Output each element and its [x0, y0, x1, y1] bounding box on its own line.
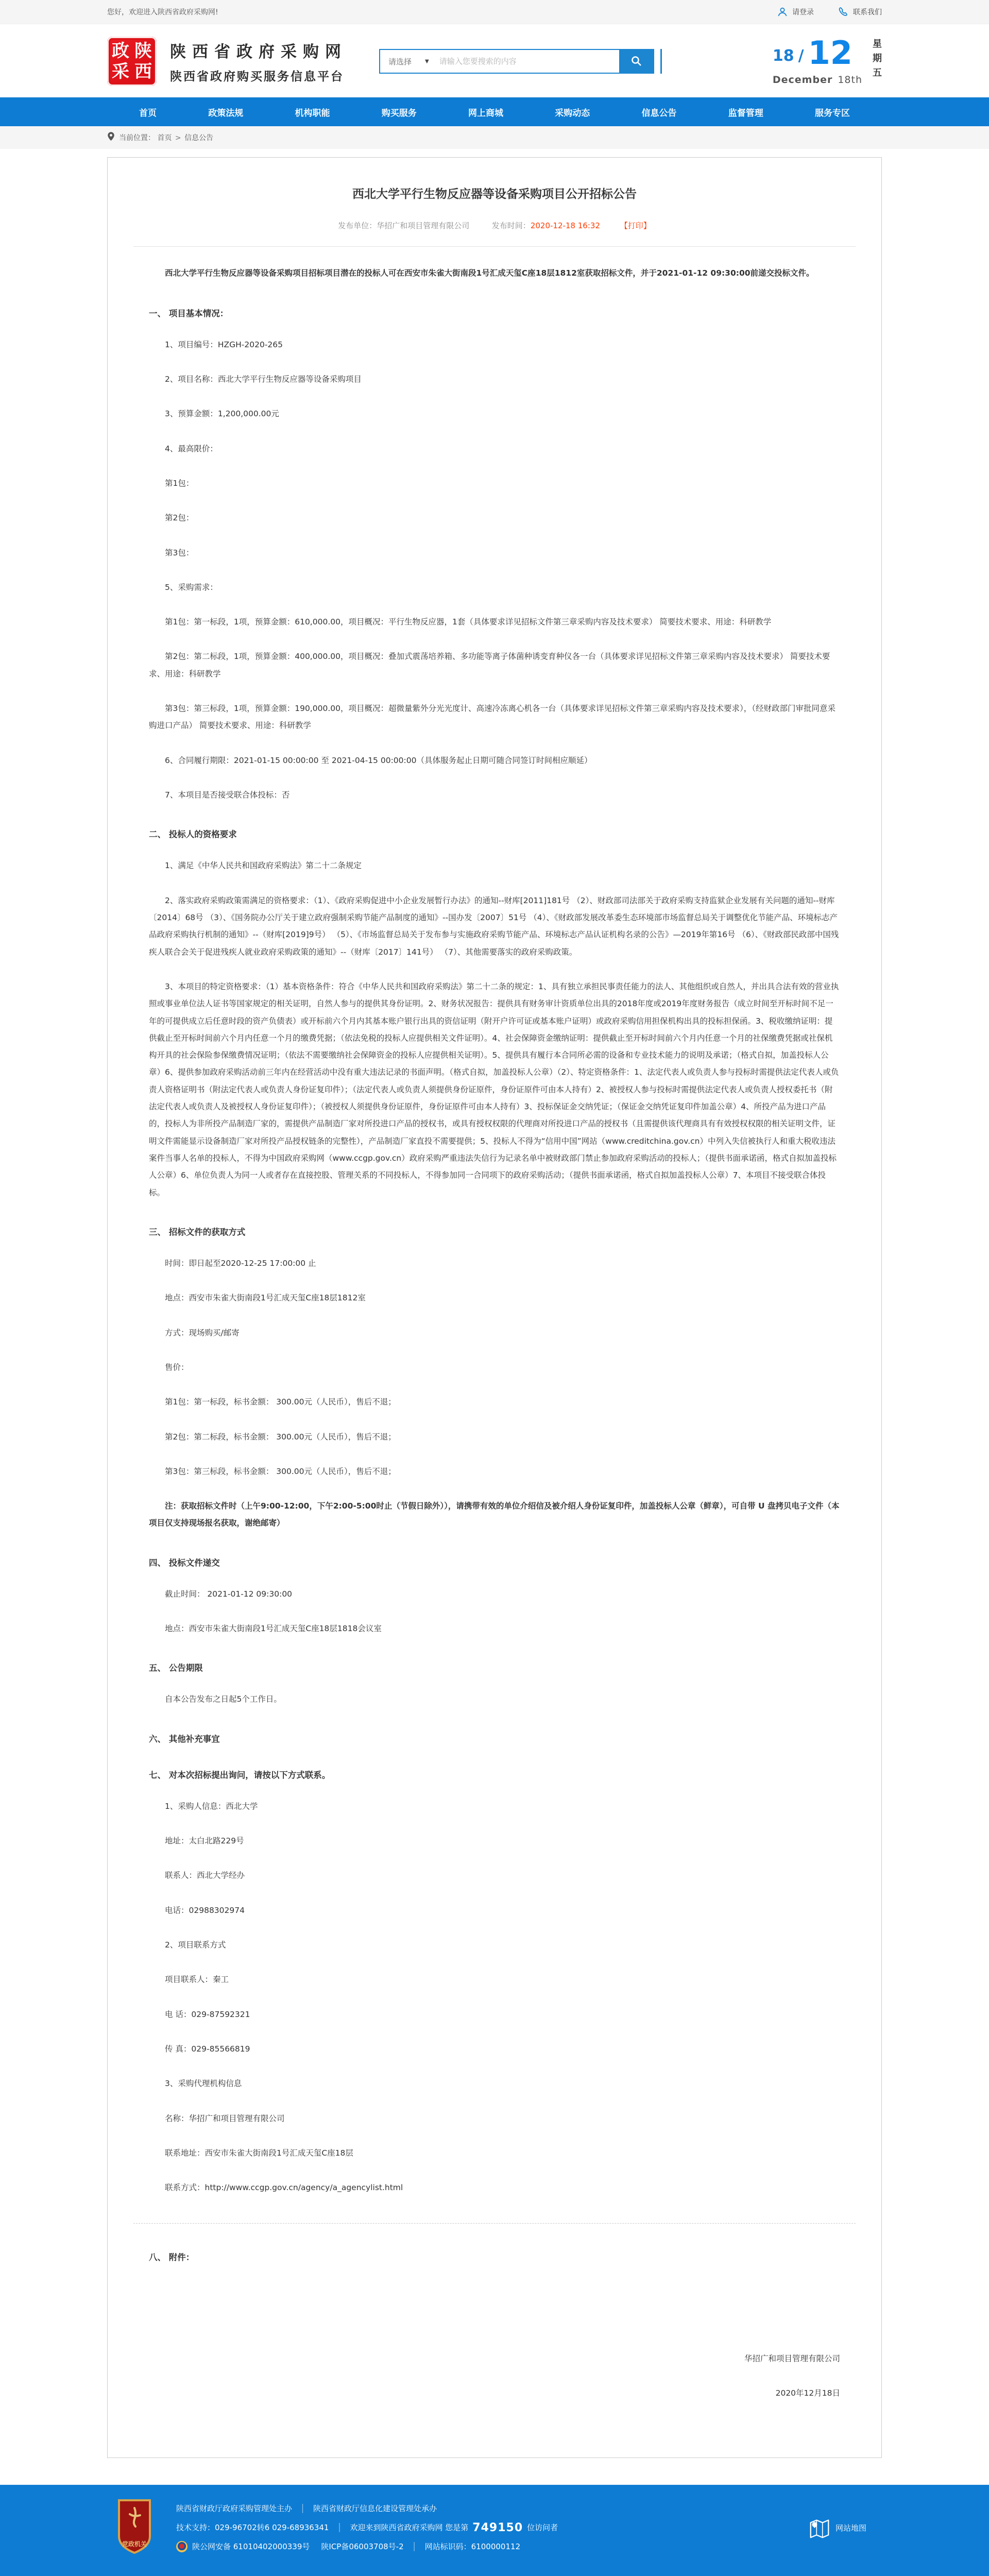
article-paragraph: 3、采购代理机构信息: [165, 2079, 242, 2089]
site-title: 陕西省政府采购网: [170, 43, 347, 61]
publisher-value: 华招广和项目管理有限公司: [377, 221, 470, 230]
site-subtitle: 陕西省政府购买服务信息平台: [170, 70, 344, 83]
search-divider: [660, 49, 662, 74]
article-paragraph: 电 话：029-87592321: [165, 2009, 250, 2019]
article-paragraph: 第1包：第一标段，标书金额： 300.00元（人民币），售后不退；: [165, 1397, 396, 1407]
search-button[interactable]: [619, 50, 653, 73]
breadcrumb-home-link[interactable]: 首页: [157, 134, 172, 142]
publish-time-value: 2020-12-18 16:32: [530, 221, 600, 230]
date-month-en: December: [772, 74, 833, 86]
logo-char: 陕: [134, 41, 152, 61]
article-paragraph: 2、项目联系方式: [165, 1940, 226, 1950]
article-paragraph: 注：获取招标文件时（上午9:00-12:00，下午2:00-5:00时止（节假日除外）），请携带有效的单位介绍信及被介绍人身份证复印件，加盖投标人公章（鲜章），可自带 U 盘拷贝电子文件（本项目仅支持现场报名获取，谢绝邮寄）: [149, 1501, 840, 1528]
footer-org-line: 陕西省财政厅政府采购管理处主办 │ 陕西省财政厅信息化建设管理处承办: [176, 2503, 558, 2515]
print-button[interactable]: 【打印】: [620, 221, 651, 230]
nav-item-购买服务[interactable]: 购买服务: [381, 108, 417, 118]
nav-item-信息公告[interactable]: 信息公告: [641, 108, 677, 118]
nav-item-机构职能[interactable]: 机构职能: [295, 108, 330, 118]
chevron-down-icon: ▼: [425, 58, 429, 64]
police-badge-icon: [176, 2541, 187, 2552]
location-pin-icon: [107, 132, 115, 143]
signature-line: 华招广和项目管理有限公司: [744, 2354, 840, 2364]
meta-divider: [133, 246, 856, 247]
footer-org-1: 陕西省财政厅政府采购管理处主办: [176, 2504, 293, 2514]
article-paragraph: 售价：: [165, 1362, 189, 1372]
section-heading: 六、 其他补充事宜: [149, 1734, 220, 1744]
footer-welcome-suffix: 位访问者: [527, 2522, 558, 2532]
article-paragraph: 第2包：: [165, 513, 194, 523]
search-box: [379, 49, 654, 74]
search-input[interactable]: [434, 50, 619, 73]
footer-org-2: 陕西省财政厅信息化建设管理处承办: [313, 2504, 437, 2514]
sitemap-link[interactable]: [808, 2516, 866, 2539]
search-select-label: 请选择: [388, 57, 412, 66]
login-label: 请登录: [792, 8, 814, 16]
date-day-en: 18th: [838, 74, 862, 86]
date-month: 12: [808, 34, 852, 72]
date-weekday: 星 期 五: [873, 39, 882, 78]
breadcrumb-current: 信息公告: [184, 134, 214, 142]
article-paragraph: 第3包：第三标段，1项，预算金额：190,000.00，项目概况：超微量紫外分光光度计、高速冷冻离心机各一台（具体要求详见招标文件第三章采购内容及技术要求），（经财政部门审批同意采购进口产品） 简要技术要求、用途：科研教学: [149, 704, 835, 731]
site-identification-code: 网站标识码：6100000112: [424, 2541, 521, 2551]
article-paragraph: 自本公告发布之日起5个工作日。: [165, 1694, 282, 1704]
section-heading: 五、 公告期限: [149, 1663, 203, 1673]
article-paragraph: 4、最高限价：: [165, 444, 218, 453]
breadcrumb-separator: >: [175, 134, 181, 142]
icp-number[interactable]: 陕ICP备06003708号-2: [321, 2541, 404, 2551]
header: [0, 24, 989, 97]
article-paragraph: 1、项目编号：HZGH-2020-265: [165, 340, 283, 349]
article-paragraph: 名称：华招广和项目管理有限公司: [165, 2113, 285, 2123]
publish-time-label: 发布时间：: [491, 221, 531, 230]
article-paragraph: 传 真：029-85566819: [165, 2044, 250, 2054]
main-nav: [0, 97, 989, 126]
article-meta: [149, 220, 840, 231]
search-category-select[interactable]: [380, 50, 434, 73]
article-paragraph: 地点：西安市朱雀大街南段1号汇成天玺C座18层1818会议室: [165, 1624, 382, 1634]
article-paragraph: 地址：太白北路229号: [165, 1836, 244, 1846]
visitor-count: 749150: [472, 2521, 523, 2534]
article-paragraph: 电话：02988302974: [165, 1905, 245, 1915]
police-filing-number[interactable]: 陕公网安备 61010402000339号: [192, 2541, 310, 2551]
section-heading: 七、 对本次招标提出询问，请按以下方式联系。: [149, 1770, 331, 1780]
publisher-label: 发布单位：: [338, 221, 377, 230]
topbar: [0, 0, 989, 24]
article-paragraph: 联系地址：西安市朱雀大街南段1号汇成天玺C座18层: [165, 2148, 353, 2158]
breadcrumb-label: 当前位置：: [119, 134, 155, 142]
article-paragraph: 第1包：: [165, 478, 194, 488]
article-paragraph: 项目联系人：秦工: [165, 1975, 229, 1985]
article-paragraph: 联系方式：http://www.ccgp.gov.cn/agency/a_agencylist.html: [165, 2183, 403, 2193]
contact-label: 联系我们: [853, 8, 882, 16]
phone-icon: [838, 6, 849, 18]
svg-text:党政机关: 党政机关: [122, 2540, 147, 2548]
page-title: 西北大学平行生物反应器等设备采购项目公开招标公告: [352, 188, 637, 201]
article-paragraph: 3、本项目的特定资格要求：（1）基本资格条件：符合《中华人民共和国政府采购法》第二十二条的规定：1、具有独立承担民事责任能力的法人、其他组织或自然人，并出具合法有效的营业执照或事业单位法人证书等国家规定的相关证明，自然人参与的提供其身份证明。2、财务状况报告：提供具有财务审计资质单位出具的2018年度或2019年度财务报告（成立时间至开标时间不足一年的可提供成立后任意时段的资产负债表）或开标前六个月内其基本账户银行出具的资信证明（附开户许可证或基本账户证明）或政府采购信用担保机构出具的投标担保函。3、税收缴纳证明：提供截止至开标时间前六个月内任意一个月的缴费凭据；（依法免税的投标人应提供相关文件证明）。4、社会保障资金缴纳证明：提供截止至开标时间前六个月内任意一个月的社保缴费凭据或社保机构开具的社会保险参保缴费情况证明；（依法不需要缴纳社会保障资金的投标人应提供相关证明）。5、提供具有履行本合同所必需的设备和专业技术能力的说明及承诺；（格式自拟，加盖投标人公章）6、提供参加政府采购活动前三年内在经营活动中没有重大违法记录的书面声明。（格式自拟，加盖投标人公章）（2）、特定资格条件：1、法定代表人或负责人参与投标时需提供法定代表人或负责人资格证明书（附法定代表人或负责人身份证复印件）；（法定代表人或负责人须提供身份证原件，身份证原件可由本人持有）2、被授权人参与投标时需提供法定代表人或负责人授权委托书（附法定代表人或负责人及被授权人身份证复印件）；（被授权人须提供身份证原件，身份证原件可由本人持有）3、投标保证金交纳凭证；（保证金交纳凭证复印件加盖公章）4、所投产品为进口产品的，投标人为非所投产品制造厂家的，需提供产品制造厂家对所投进口产品的授权书，或具有授权权限的代理商对所投进口产品的授权书（且需提供该代理商具有有效授权权限的相关证明文件，证明文件需能显示设备制造厂家对所投产品授权链条的完整性），产品制造厂家直投不需要提供；5、投标人不得为“信用中国”网站（www.creditchina.gov.cn）中列入失信被执行人和重大税收违法案件当事人名单的投标人，不得为中国政府采购网（www.ccgp.gov.cn）政府采购严重违法失信行为记录名单中被财政部门禁止参加政府采购活动的投标人；（提供书面承诺函，格式自拟加盖投标人公章）6、单位负责人为同一人或者存在直接控股、管理关系的不同投标人，不得参加同一合同项下的政府采购活动；（提供书面承诺函，格式自拟加盖投标人公章）7、本项目不接受联合体投标。: [149, 981, 839, 1197]
article-paragraph: 1、满足《中华人民共和国政府采购法》第二十二条规定: [165, 861, 362, 871]
logo-char: 政: [112, 41, 129, 61]
article-paragraph: 7、本项目是否接受联合体投标：否: [165, 790, 290, 800]
nav-item-采购动态[interactable]: 采购动态: [555, 108, 590, 118]
article-paragraph: 2、项目名称：西北大学平行生物反应器等设备采购项目: [165, 374, 362, 384]
section-heading: 八、 附件：: [149, 2252, 195, 2263]
site-logo: [107, 37, 157, 86]
article-paragraph: 第3包：第三标段，标书金额： 300.00元（人民币），售后不退；: [165, 1466, 396, 1476]
signature-line: 2020年12月18日: [775, 2388, 840, 2398]
login-link[interactable]: [777, 6, 814, 18]
article-paragraph: 地点：西安市朱雀大街南段1号汇成天玺C座18层1812室: [165, 1293, 366, 1303]
section-heading: 三、 招标文件的获取方式: [149, 1227, 246, 1237]
footer-welcome-prefix: 欢迎来到陕西省政府采购网 您是第: [350, 2522, 469, 2532]
nav-item-网上商城[interactable]: 网上商城: [468, 108, 503, 118]
article-paragraph: 方式：现场购买/邮寄: [165, 1328, 240, 1337]
section-heading: 二、 投标人的资格要求: [149, 829, 237, 840]
footer-support-line: 技术支持：029-96702转6 029-68936341 │ 欢迎来到陕西省政府采购网 您是第 749150 位访问者: [176, 2519, 558, 2536]
logo-char: 西: [134, 61, 152, 82]
article-paragraph: 联系人：西北大学经办: [165, 1871, 245, 1880]
article-paragraph: 截止时间： 2021-01-12 09:30:00: [165, 1589, 293, 1599]
date-block: [772, 34, 882, 86]
announcement-card: [107, 157, 882, 2458]
article-paragraph: 5、采购需求：: [165, 582, 218, 592]
government-badge-icon: [117, 2499, 151, 2556]
user-icon: [777, 6, 788, 18]
article-paragraph: 第2包：第二标段，1项，预算金额：400,000.00，项目概况：叠加式震荡培养箱、多功能等离子体菌种诱变育种仪各一台（具体要求详见招标文件第三章采购内容及技术要求） 简要技术要求、用途：科研教学: [149, 652, 830, 679]
nav-item-服务专区[interactable]: 服务专区: [815, 108, 850, 118]
topbar-greeting: 您好，欢迎进入陕西省政府采购网!: [107, 8, 218, 16]
footer: [0, 2485, 989, 2576]
contact-link[interactable]: [838, 6, 882, 18]
article-paragraph: 1、采购人信息：西北大学: [165, 1801, 258, 1811]
article-paragraph: 第3包：: [165, 548, 194, 557]
nav-item-首页[interactable]: 首页: [139, 108, 157, 118]
article-body: [149, 264, 840, 2400]
spacer: [149, 2269, 840, 2331]
date-day: 18: [772, 47, 794, 65]
nav-item-政策法规[interactable]: 政策法规: [208, 108, 244, 118]
article-paragraph: 第2包：第二标段，标书金额： 300.00元（人民币），售后不退；: [165, 1432, 396, 1442]
date-slash: /: [798, 47, 804, 65]
sitemap-label: 网站地图: [835, 2523, 866, 2533]
sitemap-icon: [808, 2516, 831, 2539]
article-paragraph: 6、合同履行期限：2021-01-15 00:00:00 至 2021-04-15 00:00:00（具体服务起止日期可随合同签订时间相应顺延）: [165, 755, 592, 765]
breadcrumb-bar: [0, 126, 989, 149]
article-paragraph: 3、预算金额：1,200,000.00元: [165, 409, 279, 419]
search-icon: [630, 55, 642, 69]
attachment-divider: [133, 2223, 856, 2224]
section-heading: 四、 投标文件递交: [149, 1557, 220, 1568]
nav-list: [122, 97, 867, 126]
footer-registration-line: 陕公网安备 61010402000339号 陕ICP备06003708号-2 │ 网站标识码：6100000112: [176, 2541, 558, 2553]
breadcrumb: [119, 132, 213, 143]
footer-support: 技术支持：029-96702转6 029-68936341: [176, 2522, 329, 2532]
nav-item-监督管理[interactable]: 监督管理: [728, 108, 763, 118]
article-paragraph: 2、落实政府采购政策需满足的资格要求：（1）、《政府采购促进中小企业发展暂行办法》的通知--财库[2011]181号 （2）、财政部司法部关于政府采购支持监狱企业发展有关问题的通知--财库〔2014〕68号 （3）、《国务院办公厅关于建立政府强制采购节能产品制度的通知》--国办发〔2007〕51号 （4）、《财政部发展改革委生态环境部市场监督总局关于调整优化节能产品、环境标志产品政府采购执行机制的通知》--（财库[2019]9号） （5）、《市场监督总局关于发布参与实施政府采购节能产品、环境标志产品认证机构名录的公告》—2019年第16号 （6）、《财政部民政部中国残疾人联合会关于促进残疾人就业政府采购政策的通知》--（财库〔2017〕141号） （7）、其他需要落实的政府采购政策。: [149, 895, 839, 957]
article-paragraph: 第1包：第一标段，1项，预算金额：610,000.00，项目概况：平行生物反应器，1套（具体要求详见招标文件第三章采购内容及技术要求） 简要技术要求、用途：科研教学: [165, 617, 772, 627]
logo-char: 采: [112, 61, 129, 82]
article-paragraph: 时间：即日起至2020-12-25 17:00:00 止: [165, 1258, 316, 1268]
article-paragraph: 西北大学平行生物反应器等设备采购项目招标项目潜在的投标人可在西安市朱雀大街南段1号汇成天玺C座18层1812室获取招标文件，并于2021-01-12 09:30:00前递交投标文件。: [165, 268, 814, 278]
section-heading: 一、 项目基本情况：: [149, 308, 229, 318]
